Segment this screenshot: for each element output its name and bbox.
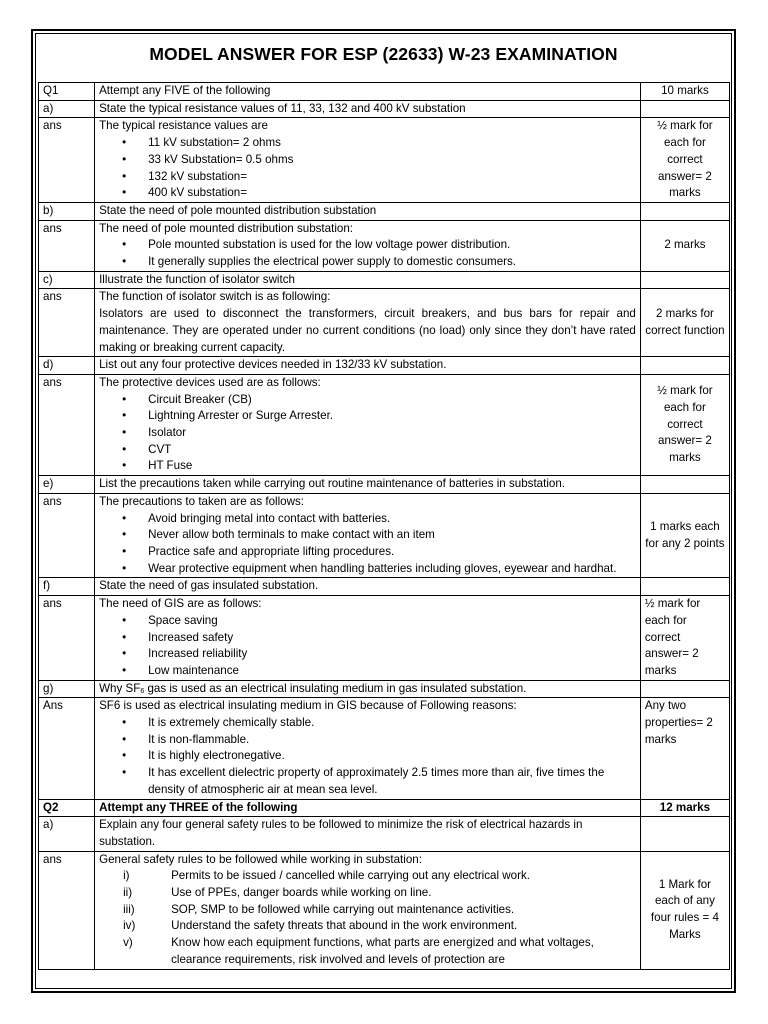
answer-paragraph: Isolators are used to disconnect the transformers, circuit breakers, and bus bars for repair and maintenance. They are operated under no current conditions (no load) only since they don’t have rated making or breaking current capacity. (99, 307, 636, 354)
table-row-answer-c (39, 289, 730, 357)
answer-label: Ans (39, 698, 95, 799)
question-instruction: Attempt any FIVE of the following (95, 83, 641, 101)
sub-question-label: a) (39, 100, 95, 118)
marks-cell-empty (640, 680, 729, 698)
sub-question-label: c) (39, 271, 95, 289)
list-text: Know how each equipment functions, what parts are energized and what voltages, clearance requirements, risk involved and levels of protection are (171, 936, 594, 966)
table-row-question-b (39, 202, 730, 220)
subscript: 6 (140, 687, 145, 695)
table-row-question-c (39, 271, 730, 289)
answer-intro: The need of pole mounted distribution substation: (99, 221, 354, 235)
list-item: • 132 kV substation= (99, 169, 636, 186)
sub-question-text: State the typical resistance values of 11, 33, 132 and 400 kV substation (95, 100, 641, 118)
list-item (99, 902, 636, 919)
marks-cell: ½ mark for each for correct answer= 2 marks (640, 596, 729, 681)
list-item: • It is highly electronegative. (99, 748, 636, 765)
bullet-list (99, 715, 636, 799)
list-text: Permits to be issued / cancelled while carrying out any electrical work. (171, 869, 530, 883)
answer-body (95, 851, 641, 969)
list-item (99, 868, 636, 885)
list-item: • Avoid bringing metal into contact with batteries. (99, 511, 636, 528)
list-item: • Lightning Arrester or Surge Arrester. (99, 408, 636, 425)
table-row-question-f (39, 578, 730, 596)
sub-question-text: State the need of pole mounted distribution substation (95, 202, 641, 220)
answer-label: ans (39, 493, 95, 578)
answer-label: ans (39, 289, 95, 357)
table-row-question-g (39, 680, 730, 698)
answer-table (38, 82, 730, 970)
sub-question-text: List out any four protective devices needed in 132/33 kV substation. (95, 357, 641, 375)
table-row-answer-e (39, 493, 730, 578)
sub-question-text: List the precautions taken while carrying out routine maintenance of batteries in substation. (95, 476, 641, 494)
answer-body (95, 493, 641, 578)
document-title: MODEL ANSWER FOR ESP (22633) W-23 EXAMINATION (149, 44, 618, 64)
list-item: • CVT (99, 442, 636, 459)
question-number: Q1 (39, 83, 95, 101)
numbered-list (99, 868, 636, 968)
answer-label: ans (39, 220, 95, 271)
bullet-list (99, 511, 636, 578)
marks-cell: Any two properties= 2 marks (640, 698, 729, 799)
answer-body (95, 596, 641, 681)
question-number: Q2 (39, 799, 95, 817)
marks-cell-empty (640, 578, 729, 596)
marks-cell: ½ mark for each for correct answer= 2 marks (640, 118, 729, 203)
list-item: • It has excellent dielectric property of approximately 2.5 times more than air, five times the density of atmospheric air at mean sea level. (99, 765, 636, 798)
marks-cell-empty (640, 357, 729, 375)
table-row-question-a (39, 100, 730, 118)
table-row-answer-f (39, 596, 730, 681)
bullet-list (99, 613, 636, 680)
list-item (99, 918, 636, 935)
question-instruction: Attempt any THREE of the following (95, 799, 641, 817)
list-item: • It is extremely chemically stable. (99, 715, 636, 732)
list-item: • Isolator (99, 425, 636, 442)
sub-question-label: b) (39, 202, 95, 220)
answer-body (95, 118, 641, 203)
marks-cell: 12 marks (640, 799, 729, 817)
list-item: • Increased safety (99, 630, 636, 647)
question-text-part: Why SF (99, 681, 141, 695)
marks-cell-empty (640, 271, 729, 289)
marks-cell: 1 marks each for any 2 points (640, 493, 729, 578)
list-number: ii) (123, 886, 133, 900)
list-text: SOP, SMP to be followed while carrying out maintenance activities. (171, 902, 515, 916)
table-row-answer-b (39, 220, 730, 271)
table-row-answer-q2a (39, 851, 730, 969)
answer-intro: The function of isolator switch is as following: (99, 290, 331, 304)
table-row-answer-d (39, 374, 730, 475)
list-text: Understand the safety threats that abound in the work environment. (171, 919, 518, 933)
list-item: • Low maintenance (99, 663, 636, 680)
list-item: • Increased reliability (99, 646, 636, 663)
list-item: • 11 kV substation= 2 ohms (99, 135, 636, 152)
list-item (99, 885, 636, 902)
list-text: Use of PPEs, danger boards while working on line. (171, 886, 432, 900)
bullet-list (99, 392, 636, 476)
sub-question-label: a) (39, 817, 95, 851)
table-row-q2 (39, 799, 730, 817)
list-item: • Wear protective equipment when handling batteries including gloves, eyewear and hardhat. (99, 561, 636, 578)
answer-intro: SF6 is used as electrical insulating medium in GIS because of Following reasons: (99, 699, 517, 713)
list-item: • HT Fuse (99, 458, 636, 475)
answer-intro: General safety rules to be followed while working in substation: (99, 852, 422, 866)
table-row-answer-a (39, 118, 730, 203)
sub-question-label: g) (39, 680, 95, 698)
list-item: • Space saving (99, 613, 636, 630)
marks-cell: 1 Mark for each of any four rules = 4 Marks (640, 851, 729, 969)
list-item: • It generally supplies the electrical power supply to domestic consumers. (99, 254, 636, 271)
marks-cell-empty (640, 476, 729, 494)
marks-cell: 2 marks (640, 220, 729, 271)
list-item (99, 935, 636, 968)
table-row-question-q2a (39, 817, 730, 851)
answer-label: ans (39, 374, 95, 475)
answer-body (95, 698, 641, 799)
marks-cell-empty (640, 817, 729, 851)
list-item: • Circuit Breaker (CB) (99, 392, 636, 409)
answer-intro: The precautions to taken are as follows: (99, 494, 305, 508)
list-item: • It is non-flammable. (99, 732, 636, 749)
sub-question-text: Illustrate the function of isolator switch (95, 271, 641, 289)
sub-question-text: Explain any four general safety rules to be followed to minimize the risk of electrical hazards in substation. (95, 817, 641, 851)
list-number: iii) (123, 902, 135, 916)
list-item: • Never allow both terminals to make contact with an item (99, 527, 636, 544)
sub-question-text (95, 680, 641, 698)
sub-question-label: e) (39, 476, 95, 494)
table-row-question-e (39, 476, 730, 494)
bullet-list (99, 237, 636, 270)
answer-intro: The typical resistance values are (99, 119, 268, 133)
answer-body (95, 289, 641, 357)
table-row-answer-g (39, 698, 730, 799)
sub-question-label: f) (39, 578, 95, 596)
list-number: i) (123, 869, 130, 883)
marks-cell: 2 marks for correct function (640, 289, 729, 357)
list-item: • 400 kV substation= (99, 185, 636, 202)
marks-cell-empty (640, 100, 729, 118)
answer-label: ans (39, 596, 95, 681)
bullet-list (99, 135, 636, 202)
sub-question-text: State the need of gas insulated substation. (95, 578, 641, 596)
list-number: iv) (123, 919, 136, 933)
list-item: • Practice safe and appropriate lifting procedures. (99, 544, 636, 561)
marks-cell: 10 marks (640, 83, 729, 101)
list-item: • 33 kV Substation= 0.5 ohms (99, 152, 636, 169)
answer-body (95, 374, 641, 475)
list-item: • Pole mounted substation is used for the low voltage power distribution. (99, 237, 636, 254)
table-row-question-d (39, 357, 730, 375)
question-text-part: gas is used as an electrical insulating medium in gas insulated substation. (144, 681, 527, 695)
sub-question-label: d) (39, 357, 95, 375)
answer-body (95, 220, 641, 271)
list-number: v) (123, 936, 133, 950)
marks-cell-empty (640, 202, 729, 220)
marks-cell: ½ mark for each for correct answer= 2 marks (640, 374, 729, 475)
answer-intro: The protective devices used are as follows: (99, 375, 321, 389)
answer-label: ans (39, 118, 95, 203)
answer-intro: The need of GIS are as follows: (99, 597, 262, 611)
table-row-q1 (39, 83, 730, 101)
answer-label: ans (39, 851, 95, 969)
